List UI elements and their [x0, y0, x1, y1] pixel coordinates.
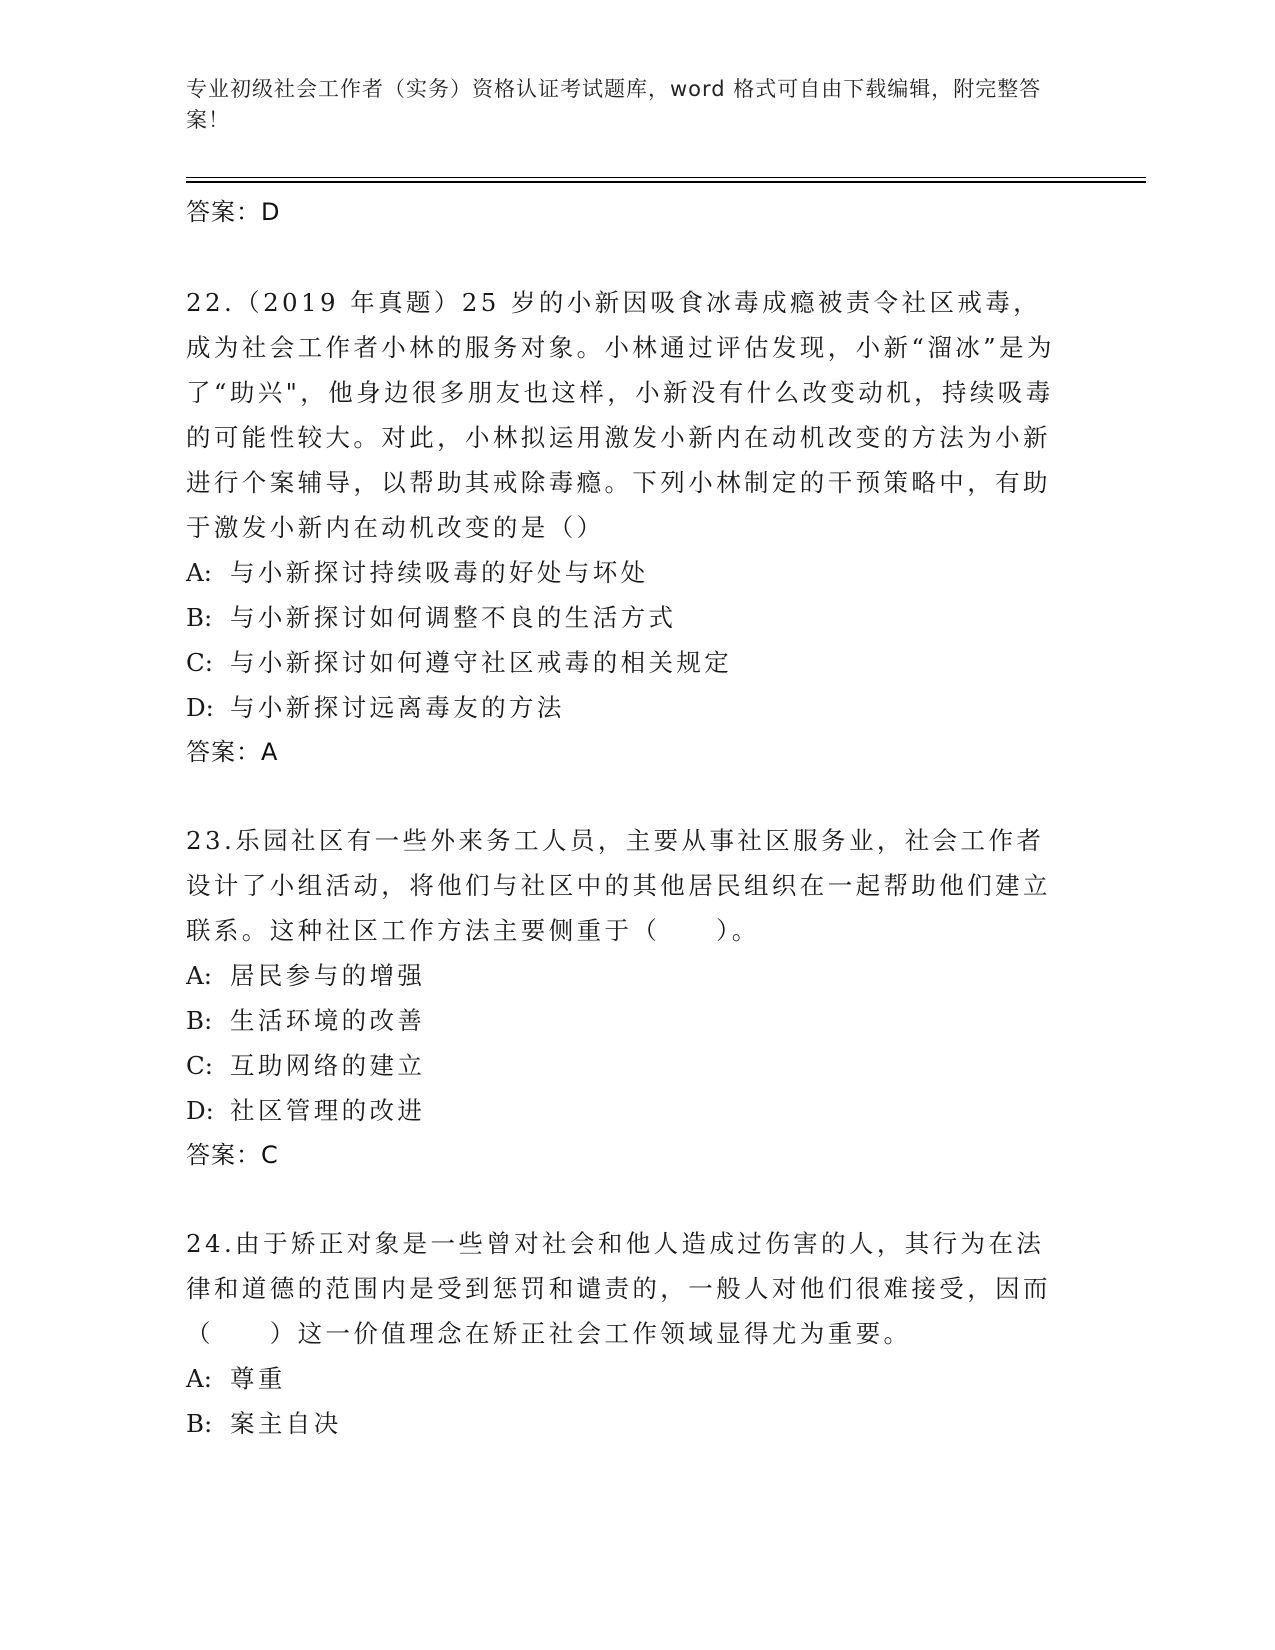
option-key: A:: [186, 1364, 212, 1393]
document-body: [186, 190, 1066, 1446]
page-header: 专业初级社会工作者（实务）资格认证考试题库，word 格式可自由下载编辑，附完整答案！: [186, 77, 1042, 132]
option-a: [186, 1356, 1066, 1401]
option-key: B:: [186, 1006, 213, 1035]
option-text: 居民参与的增强: [230, 961, 426, 990]
option-text: 与小新探讨持续吸毒的好处与坏处: [230, 558, 649, 587]
option-key: B:: [186, 1409, 213, 1438]
option-key: B:: [186, 603, 213, 632]
option-key: C:: [186, 648, 214, 677]
option-c: [186, 640, 1066, 685]
option-c: [186, 1043, 1066, 1088]
question-22: [186, 280, 1066, 774]
option-text: 与小新探讨如何遵守社区戒毒的相关规定: [230, 648, 733, 677]
option-text: 尊重: [230, 1364, 286, 1393]
question-answer: 答案：A: [186, 738, 279, 766]
option-a: [186, 953, 1066, 998]
question-23: [186, 818, 1066, 1177]
previous-answer: 答案：D: [186, 198, 281, 226]
header-divider-thick: [186, 181, 1146, 183]
option-key: D:: [186, 1096, 214, 1125]
option-key: C:: [186, 1051, 214, 1080]
option-text: 与小新探讨如何调整不良的生活方式: [230, 603, 677, 632]
option-d: [186, 1088, 1066, 1133]
question-stem: 24.由于矫正对象是一些曾对社会和他人造成过伤害的人，其行为在法律和道德的范围内是受到惩罚和谴责的，一般人对他们很难接受，因而（ ）这一价值理念在矫正社会工作领域显得尤为重要。: [186, 1229, 1051, 1348]
question-stem: 23.乐园社区有一些外来务工人员，主要从事社区服务业，社会工作者设计了小组活动，将他们与社区中的其他居民组织在一起帮助他们建立联系。这种社区工作方法主要侧重于（ ）。: [186, 826, 1051, 945]
option-text: 生活环境的改善: [230, 1006, 426, 1035]
option-d: [186, 685, 1066, 730]
option-key: A:: [186, 558, 212, 587]
option-text: 社区管理的改进: [230, 1096, 426, 1125]
option-key: D:: [186, 693, 214, 722]
option-b: [186, 1401, 1066, 1446]
question-answer: 答案：C: [186, 1141, 279, 1169]
option-b: [186, 595, 1066, 640]
option-a: [186, 550, 1066, 595]
question-24: [186, 1221, 1066, 1446]
option-text: 与小新探讨远离毒友的方法: [230, 693, 565, 722]
option-text: 互助网络的建立: [230, 1051, 426, 1080]
option-text: 案主自决: [230, 1409, 342, 1438]
option-b: [186, 998, 1066, 1043]
header-divider: [186, 177, 1146, 178]
option-key: A:: [186, 961, 212, 990]
question-stem: 22.（2019 年真题）25 岁的小新因吸食冰毒成瘾被责令社区戒毒，成为社会工作者小林的服务对象。小林通过评估发现，小新“溜冰”是为了“助兴"，他身边很多朋友也这样，小新没有什么改变动机，持续吸毒的可能性较大。对此，小林拟运用激发小新内在动机改变的方法为小新进行个案辅导，以帮助其戒除毒瘾。下列小林制定的干预策略中，有助于激发小新内在动机改变的是（）: [186, 288, 1055, 542]
